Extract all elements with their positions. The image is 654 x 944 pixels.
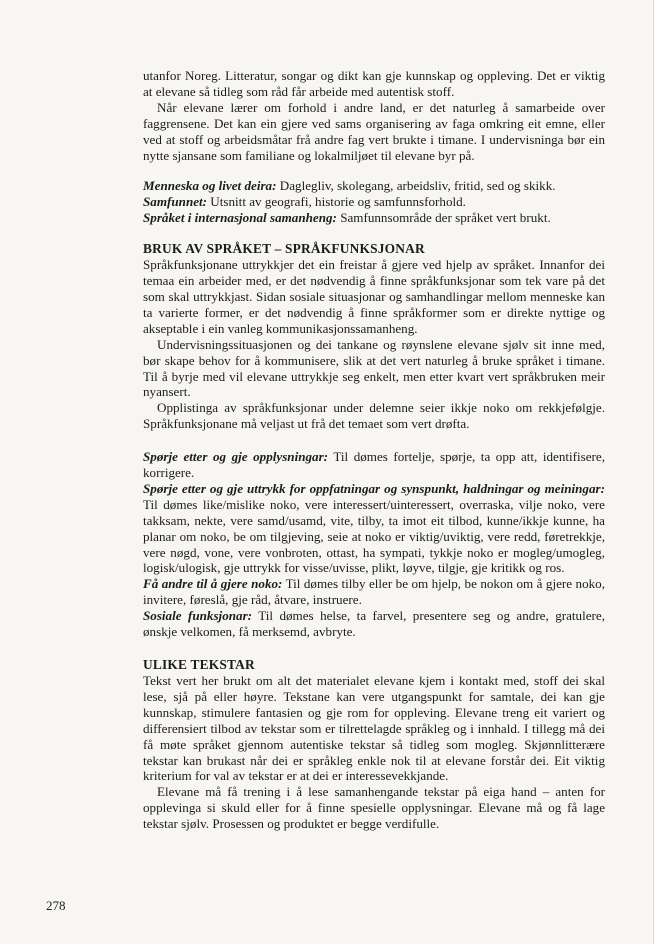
function-text: Til dømes like/mislike noko, vere interessert/uinteressert, overraska, vilje noko, vere takksam, nekte, vere samd/usamd, vite, tilby, ta imot eit tilbod, kunne/ikkje kunne, ha planar om noko, be om tilgjeving, seie at noko er viktig/uviktig, vere redd, føretrekkje, vere nøgd, vone, vere vonbroten, ottast, ha sympati, tykkje noko er mogleg/umogleg, logisk/ulogisk, gje uttrykk for visse/uvisse, plikt, løyve, tilgje, gje kritikk og ros. <box>143 496 605 576</box>
function-term: Spørje etter og gje opplysningar: <box>143 449 329 465</box>
function-term: Få andre til å gjere noko: <box>143 576 283 592</box>
function-item <box>143 608 605 640</box>
function-item <box>143 481 605 576</box>
section1-paragraph-3: Opplistinga av språkfunksjonar under delemne seier ikkje noko om rekkjefølgje. Språkfunksjonane må veljast ut frå det temaet som vert drøfta. <box>143 400 605 432</box>
area-item <box>143 210 605 226</box>
area-text: Utsnitt av geografi, historie og samfunnsforhold. <box>207 194 466 210</box>
function-text: Til dømes tilby eller be om hjelp, be nokon om å gjere noko, invitere, føreslå, gje råd, åtvare, instruere. <box>143 576 605 608</box>
area-term: Samfunnet: <box>143 194 208 210</box>
function-item <box>143 576 605 608</box>
section2-paragraph-2: Elevane må få trening i å lese samanhengande tekstar på eiga hand – anten for opplevinga si skuld eller for å finne spesielle opplysningar. Elevane må og få lage tekstar sjølv. Prosessen og produktet er begge verdifulle. <box>143 784 605 832</box>
area-text: Samfunnsområde der språket vert brukt. <box>336 210 551 226</box>
section1-paragraph-1: Språkfunksjonane uttrykkjer det ein freistar å gjere ved hjelp av språket. Innanfor dei temaa ein arbeider med, er det nødvendig å finne språkfunksjonar som tek vare på det som skal uttrykkjast. Sidan sosiale situasjonar og samhandlingar mellom menneske kan ta varierte former, er det nødvendig å finne språkformer som er direkte nyttige og akseptable i ein vanleg kommunikasjonssamanheng. <box>143 257 605 336</box>
area-item <box>143 178 605 194</box>
function-item <box>143 449 605 481</box>
page-body <box>143 68 605 832</box>
area-term: Språket i internasjonal samanheng: <box>143 210 337 226</box>
function-term: Spørje etter og gje uttrykk for oppfatningar og synspunkt, haldningar og meiningar: <box>143 480 605 496</box>
function-term: Sosiale funksjonar: <box>143 608 253 624</box>
section1-paragraph-2: Undervisningssituasjonen og dei tankane og røynslene elevane sjølv sit inne med, bør skape behov for å kommunisere, slik at det vert naturleg å bruke språket i timane. Til å byrje med vil elevane uttrykkje seg enkelt, men etter kvart vert språkbruken meir nyansert. <box>143 336 605 400</box>
area-term: Menneska og livet deira: <box>143 178 277 194</box>
area-text: Daglegliv, skolegang, arbeidsliv, fritid, sed og skikk. <box>276 178 556 194</box>
section-heading-texts: ULIKE TEKSTAR <box>143 657 255 672</box>
section-heading-language-use: BRUK AV SPRÅKET – SPRÅKFUNKSJONAR <box>143 241 425 257</box>
function-text: Til dømes fortelje, spørje, ta opp att, identifisere, korrigere. <box>143 449 606 481</box>
page-number: 278 <box>46 898 66 913</box>
area-item <box>143 194 605 210</box>
function-text: Til dømes helse, ta farvel, presentere seg og andre, gratulere, ønskje velkomen, få merksemd, avbryte. <box>143 608 605 640</box>
intro-paragraph-2: Når elevane lærer om forhold i andre land, er det naturleg å samarbeide over faggrensene. Det kan ein gjere ved sams organisering av faga omkring eit emne, eller ved at stoff og arbeidsmåtar frå andre fag vert brukte i timane. I undervisninga bør ein nytte sjansane som familiane og lokalmiljøet til elevane byr på. <box>143 99 605 163</box>
section2-paragraph-1: Tekst vert her brukt om alt det materialet elevane kjem i kontakt med, stoff dei skal lese, sjå på eller høyre. Tekstane kan vere utgangspunkt for samtale, dei kan gje kunnskap, stimulere fantasien og gje rom for oppleving. Elevane treng eit variert og differensiert tilbod av tekstar som er tilrettelagde språkleg og i innhald. I tillegg må dei få møte språket gjennom autentiske tekstar så tidleg som mogleg. Skjønnlitterære tekstar kan brukast når dei er språkleg enkle nok til at elevane forstår dei. Eit viktig kriterium for val av tekstar er at dei er interessevekkjande. <box>143 673 605 784</box>
intro-paragraph-1: utanfor Noreg. Litteratur, songar og dikt kan gje kunnskap og oppleving. Det er viktig at elevane så tidleg som råd får arbeide med autentisk stoff. <box>143 68 605 99</box>
